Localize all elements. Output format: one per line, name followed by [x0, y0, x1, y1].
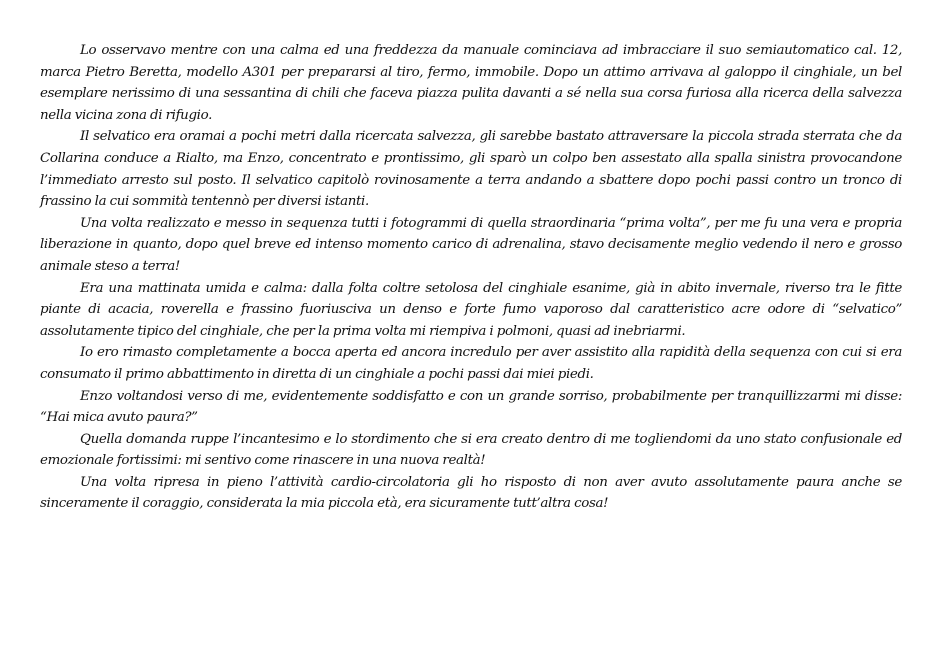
- paragraph-2: Il selvatico era oramai a pochi metri dalla ricercata salvezza, gli sarebbe bastato attraversare la piccola strada sterrata che da Collarina conduce a Rialto, ma Enzo, concentrato e prontissimo, gli sparò un colpo ben assestato alla spalla sinistra provocandone l’immediato arresto sul posto. Il selvatico capitolò rovinosamente a terra andando a sbattere dopo pochi passi contro un tronco di frassino la cui sommità tentennò per diversi istanti.: [40, 129, 902, 210]
- paragraph-3: Una volta realizzato e messo in sequenza tutti i fotogrammi di quella straordinaria “prima volta”, per me fu una vera e propria liberazione in quanto, dopo quel breve ed intenso momento carico di adrenalina, stavo decisamente meglio vedendo il nero e grosso animale steso a terra!: [40, 215, 902, 274]
- paragraph-4: Era una mattinata umida e calma: dalla folta coltre setolosa del cinghiale esanime, già in abito invernale, riverso tra le fitte piante di acacia, roverella e frassino fuoriusciva un denso e forte fumo vaporoso dal caratteristico acre odore di “selvatico” assolutamente tipico del cinghiale, che per la prima volta mi riempiva i polmoni, quasi ad inebriarmi.: [40, 280, 902, 339]
- paragraph-7: Quella domanda ruppe l’incantesimo e lo stordimento che si era creato dentro di me togliendomi da uno stato confusionale ed emozionale fortissimi: mi sentivo come rinascere in una nuova realtà!: [40, 431, 902, 469]
- paragraph-8: Una volta ripresa in pieno l’attività cardio-circolatoria gli ho risposto di non aver avuto assolutamente paura anche se sinceramente il coraggio, considerata la mia piccola età, era sicuramente tutt’altra cosa!: [40, 474, 902, 512]
- paragraph-5: Io ero rimasto completamente a bocca aperta ed ancora incredulo per aver assistito alla rapidità della sequenza con cui si era consumato il primo abbattimento in diretta di un cinghiale a pochi passi dai miei piedi.: [40, 345, 902, 382]
- paragraph-1: Lo osservavo mentre con una calma ed una freddezza da manuale cominciava ad imbracciare il suo semiautomatico cal. 12, marca Pietro Beretta, modello A301 per prepararsi al tiro, fermo, immobile. Dopo un attimo arrivava al galoppo il cinghiale, un bel esemplare nerissimo di una sessantina di chili che faceva piazza pulita davanti a sé nella sua corsa furiosa alla ricerca della salvezza nella vicina zona di rifugio.: [40, 43, 902, 123]
- paragraph-6: Enzo voltandosi verso di me, evidentemente soddisfatto e con un grande sorriso, probabilmente per tranquillizzarmi mi disse: “Hai mica avuto paura?”: [40, 388, 902, 426]
- document-page: [40, 40, 902, 515]
